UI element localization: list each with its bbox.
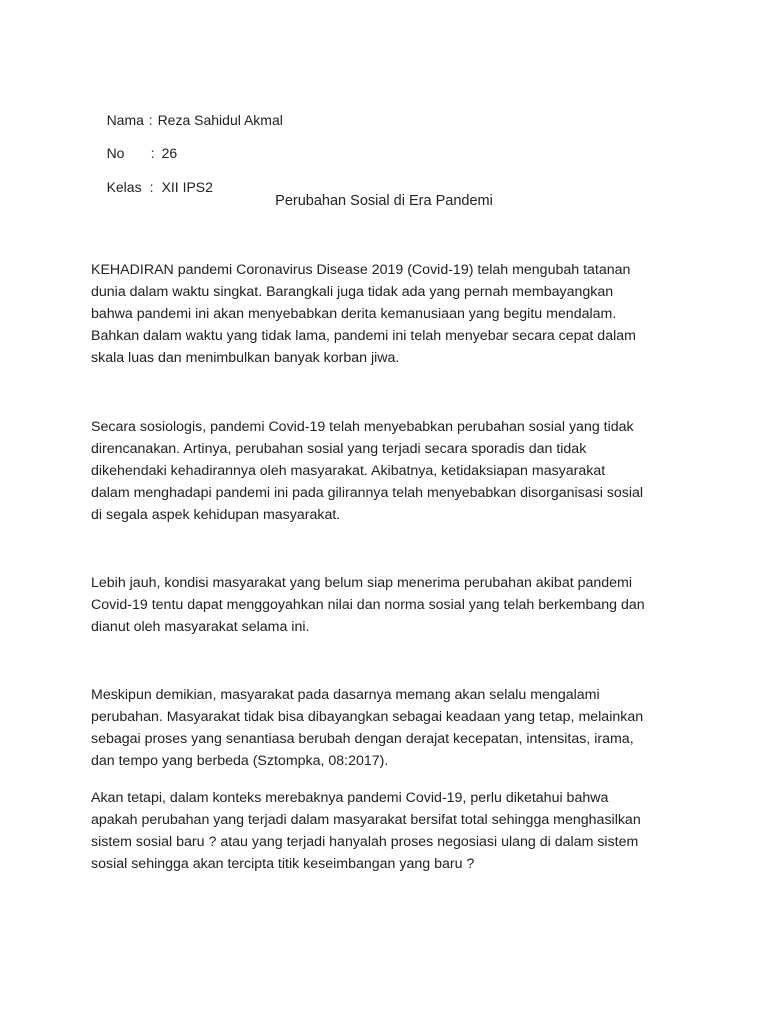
paragraph-1 — [91, 259, 691, 369]
nama-value: Reza Sahidul Akmal — [157, 112, 283, 128]
paragraph-line: sebagai proses yang senantiasa berubah dengan derajat kecepatan, intensitas, irama, — [91, 731, 634, 747]
no-value: 26 — [161, 145, 178, 161]
nama-separator: : — [148, 112, 153, 128]
paragraph-line: dianut oleh masyarakat selama ini. — [91, 619, 310, 635]
paragraph-line: perubahan. Masyarakat tidak bisa dibayangkan sebagai keadaan yang tetap, melainkan — [91, 709, 644, 725]
kelas-label: Kelas — [106, 179, 142, 195]
no-label: No — [106, 145, 125, 161]
paragraph-line: KEHADIRAN pandemi Coronavirus Disease 2019 (Covid-19) telah mengubah tatanan — [91, 262, 631, 278]
paragraph-2 — [91, 416, 691, 526]
paragraph-line: Secara sosiologis, pandemi Covid-19 telah menyebabkan perubahan sosial yang tidak — [91, 419, 634, 435]
paragraph-line: direncanakan. Artinya, perubahan sosial yang terjadi secara sporadis dan tidak — [91, 441, 587, 457]
paragraph-line: dikehendaki kehadirannya oleh masyarakat. Akibatnya, ketidaksiapan masyarakat — [91, 463, 606, 479]
paragraph-line: sistem sosial baru ? atau yang terjadi hanyalah proses negosiasi ulang di dalam sistem — [91, 834, 639, 850]
kelas-value: XII IPS2 — [161, 179, 213, 195]
paragraph-line: Covid-19 tentu dapat menggoyahkan nilai dan norma sosial yang telah berkembang dan — [91, 597, 645, 613]
kelas-separator: : — [149, 179, 154, 195]
paragraph-line: apakah perubahan yang terjadi dalam masyarakat bersifat total sehingga menghasilkan — [91, 812, 641, 828]
paragraph-line: Lebih jauh, kondisi masyarakat yang belum siap menerima perubahan akibat pandemi — [91, 575, 633, 591]
paragraph-line: bahwa pandemi ini akan menyebabkan derita kemanusiaan yang begitu mendalam. — [91, 306, 617, 322]
paragraph-line: Bahkan dalam waktu yang tidak lama, pandemi ini telah menyebar secara cepat dalam — [91, 328, 636, 344]
paragraph-line: dan tempo yang berbeda (Sztompka, 08:2017). — [91, 753, 389, 769]
paragraph-5 — [91, 787, 691, 875]
paragraph-line: Akan tetapi, dalam konteks merebaknya pandemi Covid-19, perlu diketahui bahwa — [91, 790, 609, 806]
no-separator: : — [150, 145, 155, 161]
paragraph-line: Meskipun demikian, masyarakat pada dasarnya memang akan selalu mengalami — [91, 687, 600, 703]
paragraph-line: skala luas dan menimbulkan banyak korban jiwa. — [91, 350, 400, 366]
paragraph-line: dunia dalam waktu singkat. Barangkali juga tidak ada yang pernah membayangkan — [91, 284, 614, 300]
nama-label: Nama — [106, 112, 144, 128]
paragraph-4 — [91, 684, 691, 772]
paragraph-line: sosial sehingga akan tercipta titik keseimbangan yang baru ? — [91, 856, 475, 872]
document-title: Perubahan Sosial di Era Pandemi — [275, 193, 493, 209]
paragraph-line: di segala aspek kehidupan masyarakat. — [91, 507, 341, 523]
paragraph-3 — [91, 572, 691, 638]
paragraph-line: dalam menghadapi pandemi ini pada gilirannya telah menyebabkan disorganisasi sosial — [91, 485, 644, 501]
